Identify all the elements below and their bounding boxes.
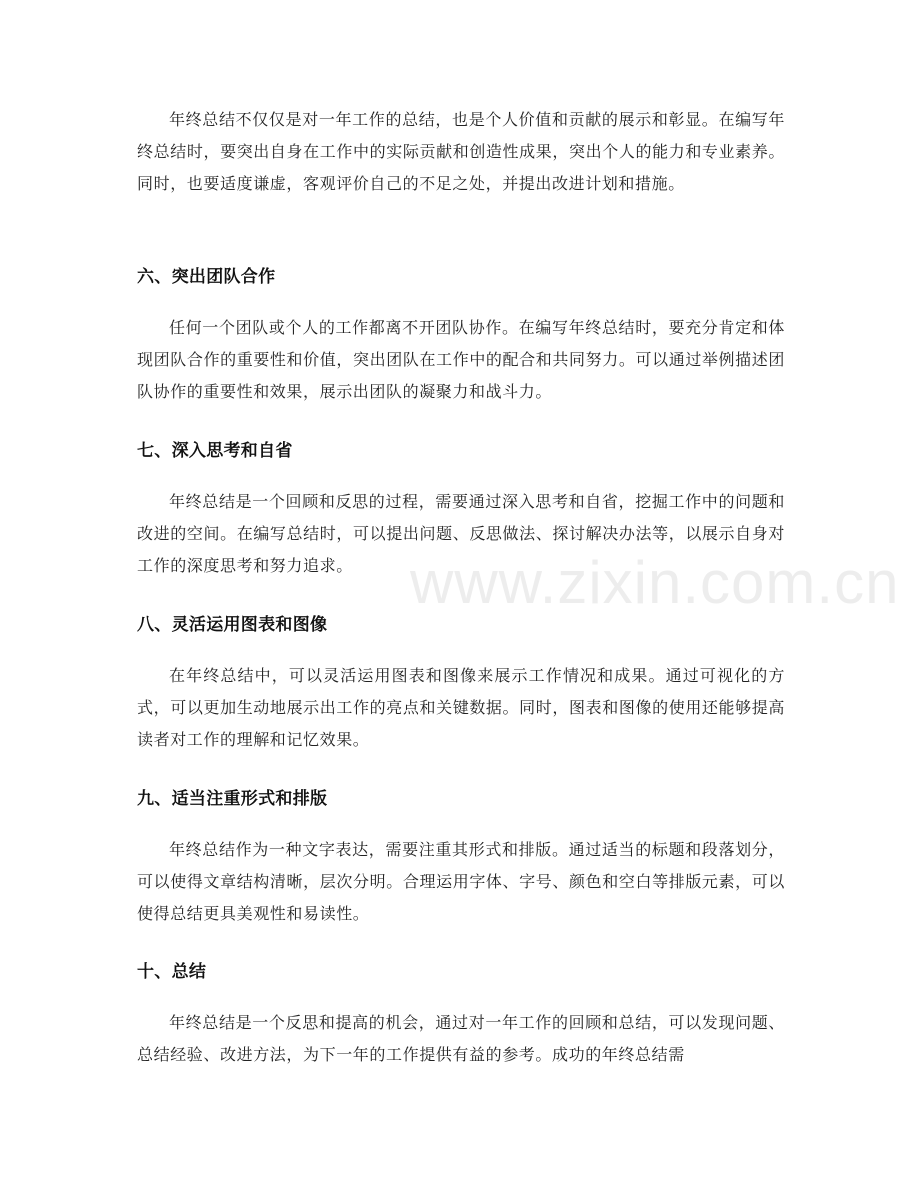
section-heading-7: 七、深入思考和自省 bbox=[137, 441, 293, 461]
watermark: www.zixin.com.cn bbox=[410, 549, 900, 616]
section-heading-6: 六、突出团队合作 bbox=[137, 267, 276, 287]
section-paragraph-9: 年终总结作为一种文字表达，需要注重其形式和排版。通过适当的标题和段落划分，可以使得文章结构清晰，层次分明。合理运用字体、字号、颜色和空白等排版元素，可以使得总结更具美观性和易读性。 bbox=[137, 840, 785, 923]
section-heading-8: 八、灵活运用图表和图像 bbox=[137, 615, 328, 635]
section-paragraph-8: 在年终总结中，可以灵活运用图表和图像来展示工作情况和成果。通过可视化的方式，可以更加生动地展示出工作的亮点和关键数据。同时，图表和图像的使用还能够提高读者对工作的理解和记忆效果。 bbox=[137, 666, 785, 749]
section-paragraph-6: 任何一个团队或个人的工作都离不开团队协作。在编写年终总结时，要充分肯定和体现团队合作的重要性和价值，突出团队在工作中的配合和共同努力。可以通过举例描述团队协作的重要性和效果，展示出团队的凝聚力和战斗力。 bbox=[137, 318, 785, 401]
section-paragraph-7: 年终总结是一个回顾和反思的过程，需要通过深入思考和自省，挖掘工作中的问题和改进的空间。在编写总结时，可以提出问题、反思做法、探讨解决办法等，以展示自身对工作的深度思考和努力追求。 bbox=[137, 492, 785, 575]
section-paragraph-10: 年终总结是一个反思和提高的机会，通过对一年工作的回顾和总结，可以发现问题、总结经验、改进方法，为下一年的工作提供有益的参考。成功的年终总结需 bbox=[137, 1013, 785, 1064]
section-heading-10: 十、总结 bbox=[137, 962, 207, 982]
intro-paragraph: 年终总结不仅仅是对一年工作的总结，也是个人价值和贡献的展示和彰显。在编写年终总结时，要突出自身在工作中的实际贡献和创造性成果，突出个人的能力和专业素养。同时，也要适度谦虚，客观评价自己的不足之处，并提出改进计划和措施。 bbox=[137, 110, 785, 193]
section-heading-9: 九、适当注重形式和排版 bbox=[137, 789, 328, 809]
